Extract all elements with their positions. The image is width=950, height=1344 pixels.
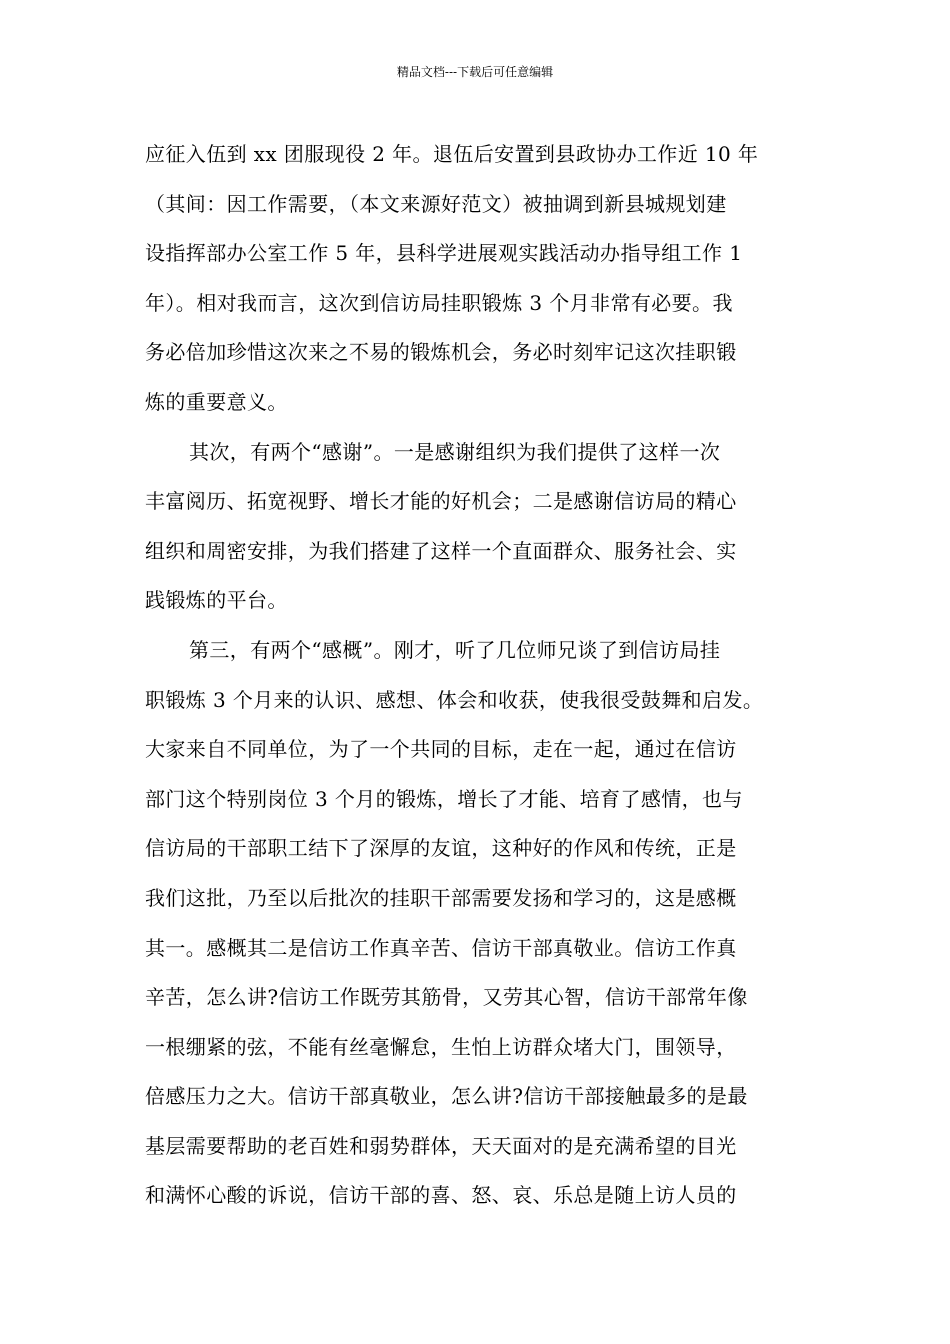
- text-line: 信访局的干部职工结下了深厚的友谊，这种好的作风和传统，正是: [145, 836, 737, 861]
- text-line: （其间：因工作需要，（本文来源好范文）被抽调到新县城规划建: [145, 191, 727, 216]
- page-header: 精品文档---下载后可任意编辑: [396, 65, 554, 79]
- text-line: 基层需要帮助的老百姓和弱势群体，天天面对的是充满希望的目光: [145, 1133, 737, 1158]
- text-line: 其一。感概其二是信访工作真辛苦、信访干部真敬业。信访工作真: [145, 935, 737, 960]
- text-line: 组织和周密安排，为我们搭建了这样一个直面群众、服务社会、实: [145, 538, 737, 563]
- text-line: 年）。相对我而言，这次到信访局挂职锻炼 3 个月非常有必要。我: [145, 290, 733, 315]
- text-line: 应征入伍到 xx 团服现役 2 年。退伍后安置到县政协办工作近 10 年: [145, 142, 759, 166]
- text-line: 职锻炼 3 个月来的认识、感想、体会和收获，使我很受鼓舞和启发。: [145, 687, 764, 712]
- text-line: 设指挥部办公室工作 5 年，县科学进展观实践活动办指导组工作 1: [145, 241, 743, 266]
- text-line: 和满怀心酸的诉说，信访干部的喜、怒、哀、乐总是随上访人员的: [145, 1183, 737, 1208]
- text-line: 炼的重要意义。: [145, 389, 288, 414]
- text-line: 大家来自不同单位，为了一个共同的目标，走在一起，通过在信访: [145, 737, 737, 762]
- text-line: 我们这批，乃至以后批次的挂职干部需要发扬和学习的，这是感概: [145, 885, 737, 910]
- text-line: 一根绷紧的弦，不能有丝毫懈怠，生怕上访群众堵大门，围领导，: [145, 1034, 737, 1059]
- text-line: 践锻炼的平台。: [145, 588, 288, 613]
- paragraph-start-line: 第三，有两个“感概”。刚才，听了几位师兄谈了到信访局挂: [189, 637, 721, 662]
- paragraph-start-line: 其次，有两个“感谢”。一是感谢组织为我们提供了这样一次: [189, 439, 721, 464]
- text-line: 务必倍加珍惜这次来之不易的锻炼机会，务必时刻牢记这次挂职锻: [145, 340, 737, 365]
- document-body: [145, 130, 815, 1221]
- text-line: 丰富阅历、拓宽视野、增长才能的好机会；二是感谢信访局的精心: [145, 489, 737, 514]
- text-line: 辛苦，怎么讲?信访工作既劳其筋骨，又劳其心智，信访干部常年像: [145, 985, 748, 1010]
- text-line: 倍感压力之大。信访干部真敬业，怎么讲?信访干部接触最多的是最: [145, 1084, 748, 1109]
- text-line: 部门这个特别岗位 3 个月的锻炼，增长了才能、培育了感情，也与: [145, 786, 743, 811]
